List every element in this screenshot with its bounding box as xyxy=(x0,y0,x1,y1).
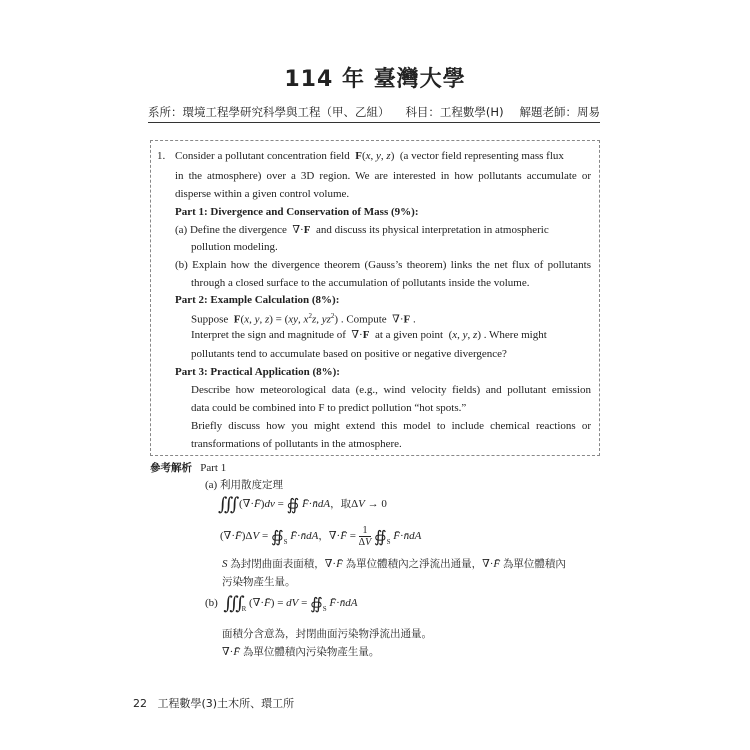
page-title: 114 年 臺灣大學 xyxy=(284,67,466,92)
department: 系所：環境工程學研究科學與工程（甲、乙組） xyxy=(148,105,390,119)
part3-title: Part 3: Practical Application (8%): xyxy=(175,366,340,378)
teacher: 解題老師：周易 xyxy=(519,105,600,119)
explanation-line-1: S 為封閉曲面表面積，∇·F̄ 為單位體積內之淨流出通量，∇·F̄ 為單位體積內 xyxy=(222,558,566,570)
solution-part: Part 1 xyxy=(200,462,227,474)
p3-line-3: Briefly discuss how you might extend this model to include chemical reactions or xyxy=(191,420,591,432)
exam-meta xyxy=(148,104,600,120)
explanation-line-2: 污染物產生量。 xyxy=(222,576,296,588)
page-number: 22 xyxy=(133,697,147,710)
p3-line-4: transformations of pollutants in the atmosphere. xyxy=(191,438,402,450)
solution-b-text-2: ∇·F̄ 為單位體積內污染物產生量。 xyxy=(222,646,380,658)
intro-line-3: disperse within a given control volume. xyxy=(175,188,350,200)
p3-line-2: data could be combined into F to predict pollution “hot spots.” xyxy=(191,402,467,414)
p1b-line-2: through a closed surface to the accumulation of pollutants inside the volume. xyxy=(191,277,530,289)
question-box xyxy=(150,140,600,456)
book-title: 工程數學(3)土木所、環工所 xyxy=(157,697,295,710)
intro-line-2: in the atmosphere) over a 3D region. We are interested in how pollutants accumulate or xyxy=(175,170,591,182)
p1a-line-2: pollution modeling. xyxy=(191,241,278,253)
p1b-line-1: (b) Explain how the divergence theorem (Gauss’s theorem) links the net flux of pollutants xyxy=(175,259,591,271)
subject: 科目：工程數學(H) xyxy=(405,105,504,119)
solution-b-text-1: 面積分含意為，封閉曲面污染物淨流出通量。 xyxy=(222,628,432,640)
header-rule xyxy=(148,122,600,123)
intro-line-1: Consider a pollutant concentration field F(x, y, z) (a vector field representing mass flux xyxy=(175,150,564,162)
divergence-theorem-equation: ∭ (∇·F̄)dv = ∯ F̄·n̄dA，取ΔV → 0 xyxy=(218,494,387,514)
limit-equation: (∇·F̄)ΔV = $∯_S$ F̄·n̄dA，∇·F̄ = $\frac{1}{\Delta V}$ $∯_S$ F̄·n̄dA xyxy=(220,525,422,548)
p3-line-1: Describe how meteorological data (e.g., wind velocity fields) and pollutant emission xyxy=(191,384,591,396)
question-number: 1. xyxy=(157,150,166,162)
solution-a-label: (a) 利用散度定理 xyxy=(205,479,283,491)
p2-line-2: Interpret the sign and magnitude of ∇·F at a given point (x, y, z) . Where might xyxy=(191,329,547,341)
solution-b-equation: (b) $∭_R$ (∇·F̄) = dV = $∯_S$ F̄·n̄dA xyxy=(205,593,358,613)
part1-title: Part 1: Divergence and Conservation of Mass (9%): xyxy=(175,206,419,218)
p2-line-1: Suppose F(x, y, z) = (xy, $x^2z$, $yz^2$) . Compute ∇·F . xyxy=(191,312,416,326)
page-footer xyxy=(133,695,294,711)
solution-header xyxy=(150,461,226,475)
p2-line-3: pollutants tend to accumulate based on positive or negative divergence? xyxy=(191,348,507,360)
solution-label: 參考解析 xyxy=(150,462,192,474)
part2-title: Part 2: Example Calculation (8%): xyxy=(175,294,340,306)
p1a-line-1: (a) Define the divergence ∇·F and discuss its physical interpretation in atmospheric xyxy=(175,224,549,236)
